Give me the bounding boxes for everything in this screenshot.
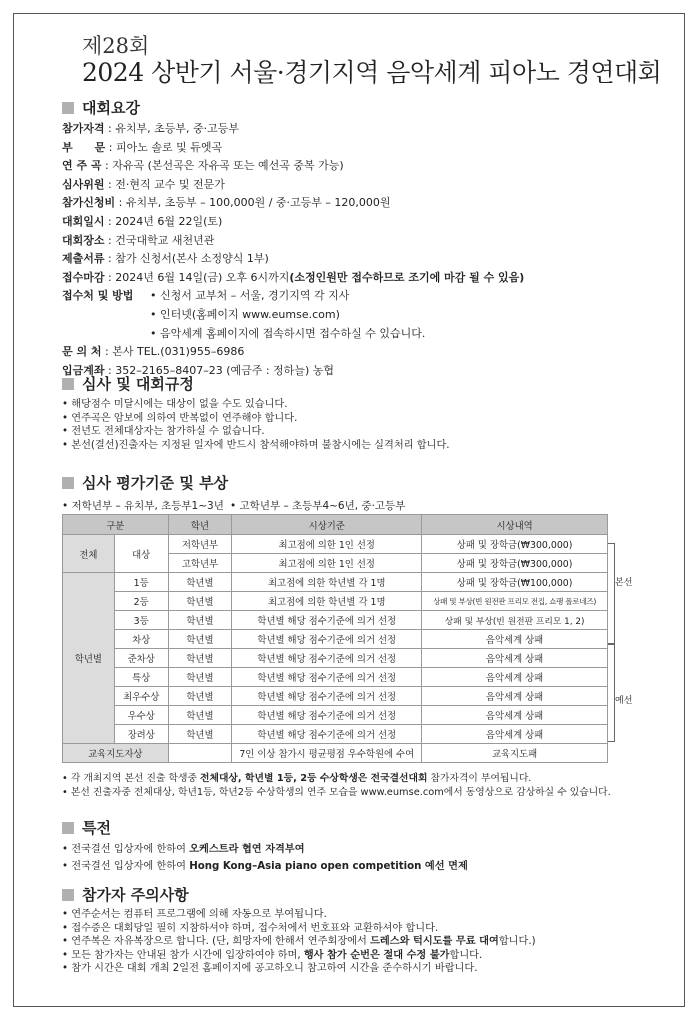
cell-criteria: 최고점에 의한 1인 선정: [232, 554, 422, 573]
cell-criteria: 학년별 해당 점수기준에 의거 선정: [232, 630, 422, 649]
contact-row: 문 의 처 : 본사 TEL.(031)955–6986: [62, 345, 245, 359]
table-row: [63, 706, 608, 725]
cell-criteria: 학년별 해당 점수기준에 의거 선정: [232, 611, 422, 630]
cell-award: 최우수상: [114, 687, 168, 706]
rule-item: • 해당점수 미달시에는 대상이 없을 수도 있습니다.: [62, 399, 288, 410]
cell-grade: 학년별: [168, 630, 232, 649]
cell-criteria: 최고점에 의한 1인 선정: [232, 535, 422, 554]
cell-criteria: 학년별 해당 점수기준에 의거 선정: [232, 725, 422, 744]
cell-prize: 상패 및 부상(빈 원전판 프리모 1, 2): [422, 611, 608, 630]
notice-item: • 참가 시간은 대회 개최 2일전 홈페이지에 공고하오니 참고하여 시간을 준수하시기 바랍니다.: [62, 963, 478, 975]
cell-prize: 음악세계 상패: [422, 725, 608, 744]
benefit-item: • 전국결선 입상자에 한하여 오케스트라 협연 자격부여: [62, 844, 305, 855]
bracket-prelim: [608, 643, 615, 742]
summary-row: 참가자격 : 유치부, 초등부, 중·고등부: [62, 122, 239, 135]
cell-prize: 상패 및 부상(빈 원전판 프리모 전집, 쇼팽 폴로네즈): [422, 592, 608, 611]
cell-grade: [168, 744, 232, 763]
cell-grade: 고학년부: [168, 554, 232, 573]
table-row: [63, 744, 608, 763]
summary-row: 참가신청비 : 유치부, 초등부 – 100,000원 / 중·고등부 – 120,000원: [62, 196, 391, 210]
notes-list: [62, 908, 536, 976]
header-prize: 시상내역: [422, 515, 608, 535]
cell-prize: 음악세계 상패: [422, 687, 608, 706]
square-bullet-icon: [62, 822, 74, 834]
table-row: [63, 649, 608, 668]
cell-prize: 상패 및 장학금(₩100,000): [422, 573, 608, 592]
cell-award: 1등: [114, 573, 168, 592]
cell-prize: 음악세계 상패: [422, 630, 608, 649]
group-overall: 전체: [63, 535, 115, 573]
edition-label: 제28회: [82, 34, 150, 58]
rule-item: • 전년도 전체대상자는 참가하실 수 없습니다.: [62, 426, 265, 438]
cell-award: 장려상: [114, 725, 168, 744]
award-daesang: 대상: [114, 535, 168, 573]
cell-criteria: 7인 이상 참가시 평균평점 우수학원에 수여: [232, 744, 422, 763]
table-notes: [62, 772, 611, 799]
method-row: 접수처 및 방법 • 신청서 교부처 – 서울, 경기지역 각 지사: [62, 289, 350, 303]
summary-row: 제출서류 : 참가 신청서(본사 소정양식 1부): [62, 252, 269, 266]
group-note-high: • 고학년부 – 초등부4~6년, 중·고등부: [230, 500, 406, 512]
note-item: • 각 개최지역 본선 진출 학생중 전체대상, 학년별 1등, 2등 수상학생은 전국결선대회 참가자격이 부여됩니다.: [62, 773, 532, 784]
notice-item: • 모든 참가자는 안내된 참가 시간에 입장하여야 하며, 행사 참가 순번은 절대 수정 불가합니다.: [62, 949, 483, 961]
rule-item: • 연주곡은 암보에 의하여 반복없이 연주해야 합니다.: [62, 412, 298, 424]
square-bullet-icon: [62, 889, 74, 901]
note-item: • 본선 진출자중 전체대상, 학년1등, 학년2등 수상학생의 연주 모습을 www.eumse.com에서 동영상으로 감상하실 수 있습니다.: [62, 786, 611, 798]
method-item: • 음악세계 홈페이지에 접속하시면 접수하실 수 있습니다.: [150, 326, 426, 340]
cell-criteria: 학년별 해당 점수기준에 의거 선정: [232, 706, 422, 725]
notice-item: • 연주복은 자유복장으로 합니다. (단, 희망자에 한해서 연주회장에서 드레스와 턱시도를 무료 대여합니다.): [62, 936, 536, 948]
section-heading-rules: 심사 및 대회규정: [62, 373, 194, 394]
summary-row: 부 문 : 피아노 솔로 및 듀엣곡: [62, 140, 223, 154]
section-heading-notes: 참가자 주의사항: [62, 884, 189, 905]
cell-grade: 학년별: [168, 687, 232, 706]
table-row: [63, 630, 608, 649]
label-prelim-round: 예선: [615, 696, 633, 706]
table-row: [63, 611, 608, 630]
table-header-row: [63, 515, 608, 535]
rules-list: [62, 398, 450, 452]
cell-award: 차상: [114, 630, 168, 649]
cell-award: 준차상: [114, 649, 168, 668]
cell-prize: 상패 및 장학금(₩300,000): [422, 554, 608, 573]
rule-item: • 본선(결선)진출자는 지정된 일자에 반드시 참석해야하며 불참시에는 실격처리 합니다.: [62, 439, 450, 451]
benefit-item: • 전국결선 입상자에 한하여 Hong Kong–Asia piano open competition 예선 면제: [62, 861, 468, 872]
table-row: [63, 687, 608, 706]
cell-prize: 음악세계 상패: [422, 649, 608, 668]
cell-grade: 학년별: [168, 668, 232, 687]
benefits-list: [62, 841, 468, 875]
cell-award: 특상: [114, 668, 168, 687]
header-criteria: 시상기준: [232, 515, 422, 535]
cell-grade: 학년별: [168, 649, 232, 668]
table-row: [63, 668, 608, 687]
table-row: [63, 573, 608, 592]
account-row: 입금계좌 : 352–2165–8407–23 (예금주 : 정하늘) 농협: [62, 363, 334, 377]
square-bullet-icon: [62, 477, 74, 489]
page-title: 2024 상반기 서울·경기지역 음악세계 피아노 경연대회: [82, 58, 662, 87]
square-bullet-icon: [62, 102, 74, 114]
summary-row: 연 주 곡 : 자유곡 (본선곡은 자유곡 또는 예선곡 중복 가능): [62, 159, 344, 173]
cell-grade: 저학년부: [168, 535, 232, 554]
header-category: 구분: [63, 515, 169, 535]
cell-grade: 학년별: [168, 725, 232, 744]
section-heading-summary: 대회요강: [62, 97, 140, 118]
summary-row: 대회장소 : 건국대학교 새천년관: [62, 233, 215, 247]
cell-criteria: 최고점에 의한 학년별 각 1명: [232, 573, 422, 592]
bracket-main: [608, 543, 615, 645]
cell-grade: 학년별: [168, 592, 232, 611]
summary-row: 심사위원 : 전·현직 교수 및 전문가: [62, 177, 225, 191]
deadline-row: 접수마감 : 2024년 6월 14일(금) 오후 6시까지(소정인원만 접수하므로 조기에 마감 될 수 있음): [62, 270, 525, 284]
cell-prize: 음악세계 상패: [422, 668, 608, 687]
group-note-low: • 저학년부 – 유치부, 초등부1~3년: [62, 500, 224, 512]
summary-list: [62, 120, 524, 380]
notice-item: • 접수증은 대회당일 필히 지참하셔야 하며, 접수처에서 번호표와 교환하셔야 합니다.: [62, 922, 439, 934]
cell-award: 3등: [114, 611, 168, 630]
award-table: [62, 514, 608, 763]
table-row: [63, 592, 608, 611]
cell-criteria: 학년별 해당 점수기준에 의거 선정: [232, 649, 422, 668]
section-heading-benefits: 특전: [62, 817, 111, 838]
label-main-round: 본선: [615, 578, 633, 588]
header-grade: 학년: [168, 515, 232, 535]
cell-award: 2등: [114, 592, 168, 611]
group-grade: 학년별: [63, 573, 115, 744]
edu-label: 교육지도자상: [63, 744, 169, 763]
cell-criteria: 학년별 해당 점수기준에 의거 선정: [232, 687, 422, 706]
cell-award: 우수상: [114, 706, 168, 725]
summary-row: 대회일시 : 2024년 6월 22일(토): [62, 214, 223, 228]
cell-grade: 학년별: [168, 573, 232, 592]
method-item: • 인터넷(홈페이지 www.eumse.com): [150, 307, 340, 321]
cell-criteria: 최고점에 의한 학년별 각 1명: [232, 592, 422, 611]
cell-grade: 학년별: [168, 706, 232, 725]
cell-prize: 음악세계 상패: [422, 706, 608, 725]
cell-prize: 상패 및 장학금(₩300,000): [422, 535, 608, 554]
section-heading-criteria: 심사 평가기준 및 부상: [62, 472, 228, 493]
cell-prize: 교육지도패: [422, 744, 608, 763]
table-row: [63, 725, 608, 744]
table-row: [63, 535, 608, 554]
square-bullet-icon: [62, 378, 74, 390]
notice-item: • 연주순서는 컴퓨터 프로그램에 의해 자동으로 부여됩니다.: [62, 909, 327, 920]
cell-criteria: 학년별 해당 점수기준에 의거 선정: [232, 668, 422, 687]
cell-grade: 학년별: [168, 611, 232, 630]
